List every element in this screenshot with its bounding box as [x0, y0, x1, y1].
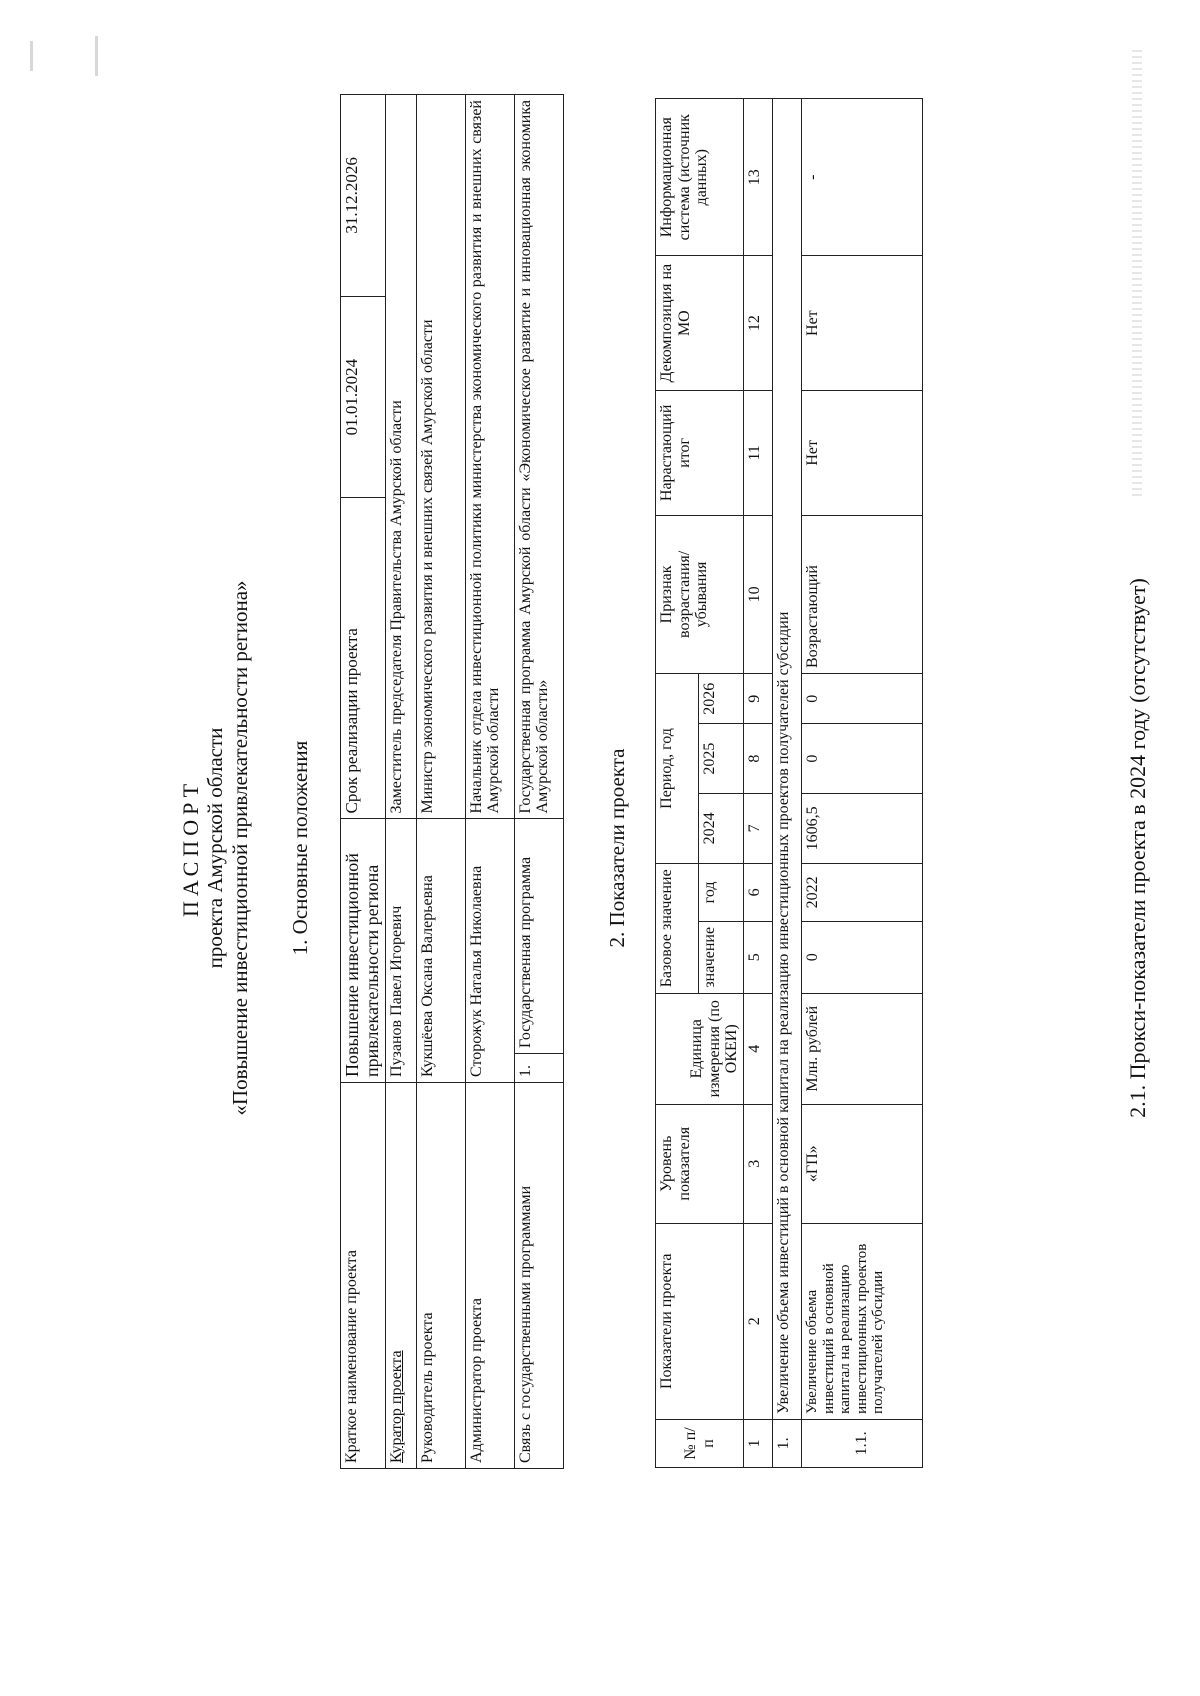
admin-label: Администратор проекта [465, 1083, 514, 1469]
table-header-row [656, 99, 699, 1468]
header-2024: 2024 [699, 793, 744, 863]
project-indicators-table [655, 98, 923, 1468]
head-label: Руководитель проекта [416, 1083, 465, 1469]
row-level: «ГП» [802, 1104, 923, 1223]
column-number: 10 [744, 515, 773, 673]
row-base-year: 2022 [802, 863, 923, 921]
scan-noise [1132, 46, 1142, 496]
row-number: 1.1. [802, 1419, 923, 1467]
main-provisions-table [340, 94, 564, 1469]
curator-name: Пузанов Павел Игоревич [385, 819, 416, 1083]
header-base: Базовое значение [656, 863, 699, 993]
row-2025: 0 [802, 724, 923, 793]
section-1-heading: 1. Основные положения [288, 740, 312, 956]
column-numbers-row [744, 99, 773, 1468]
curator-position: Заместитель председателя Правительства Амурской области [385, 95, 416, 819]
program-link-label: Связь с государственными программами [514, 1083, 563, 1469]
column-number: 6 [744, 863, 773, 921]
scan-noise [30, 41, 33, 71]
column-number: 2 [744, 1223, 773, 1419]
row-cumulative: Нет [802, 390, 923, 515]
header-decomposition: Декомпозиция на МО [656, 256, 744, 390]
header-indicator: Показатели проекта [656, 1223, 744, 1419]
header-num: № п/п [656, 1419, 744, 1467]
column-number: 3 [744, 1104, 773, 1223]
column-number: 7 [744, 793, 773, 863]
admin-position: Начальник отдела инвестиционной политики министерства экономического развития и внешних связей Амурской области [465, 95, 514, 819]
header-2025: 2025 [699, 724, 744, 793]
header-2026: 2026 [699, 673, 744, 724]
header-unit: Единица измерения (по ОКЕИ) [656, 993, 744, 1104]
row-sign: Возрастающий [802, 515, 923, 673]
term-end: 31.12.2026 [341, 95, 386, 297]
project-name: «Повышение инвестиционной привлекательности региона» [228, 580, 252, 1116]
group-title: Увеличение объема инвестиций в основной капитал на реализацию инвестиционных проектов получателей субсидии [773, 99, 802, 1420]
column-number: 8 [744, 724, 773, 793]
column-number: 13 [744, 99, 773, 256]
short-name-label: Краткое наименование проекта [341, 1083, 386, 1469]
group-row [773, 99, 802, 1468]
section-2-heading: 2. Показатели проекта [605, 748, 629, 948]
section-2-1-heading: 2.1. Прокси-показатели проекта в 2024 году (отсутствует) [1125, 578, 1150, 1118]
row-2026: 0 [802, 673, 923, 724]
column-number: 12 [744, 256, 773, 390]
head-position: Министр экономического развития и внешних связей Амурской области [416, 95, 465, 819]
term-label: Срок реализации проекта [341, 498, 386, 819]
document-subtitle: проекта Амурской области [203, 727, 227, 969]
table-row [416, 95, 465, 1469]
column-number: 9 [744, 673, 773, 724]
short-name-value: Повышение инвестиционной привлекательности региона [341, 819, 386, 1083]
column-number: 11 [744, 390, 773, 515]
program-link-type: Государственная программа [514, 819, 563, 1054]
table-row [514, 95, 563, 1469]
row-2024: 1606,5 [802, 793, 923, 863]
group-number: 1. [773, 1419, 802, 1467]
table-row [802, 99, 923, 1468]
column-number: 5 [744, 921, 773, 993]
row-decomposition: Нет [802, 256, 923, 390]
row-unit: Млн. рублей [802, 993, 923, 1104]
scan-noise [95, 36, 98, 76]
column-number: 1 [744, 1419, 773, 1467]
document-title: ПАСПОРТ [178, 778, 203, 918]
table-row [385, 95, 416, 1469]
header-period: Период, год [656, 673, 699, 863]
table-row [341, 95, 386, 1469]
row-base-value: 0 [802, 921, 923, 993]
header-base-value: значение [699, 921, 744, 993]
header-level: Уровень показателя [656, 1104, 744, 1223]
header-sign: Признак возрастания/ убывания [656, 515, 744, 673]
term-start: 01.01.2024 [341, 296, 386, 498]
program-link-number: 1. [514, 1054, 563, 1083]
row-info-system: - [802, 99, 923, 256]
program-link-value: Государственная программа Амурской области «Экономическое развитие и инновационная экономика Амурской области» [514, 95, 563, 819]
column-number: 4 [744, 993, 773, 1104]
header-cumulative: Нарастающий итог [656, 390, 744, 515]
admin-name: Сторожук Наталья Николаевна [465, 819, 514, 1083]
header-base-year: год [699, 863, 744, 921]
row-indicator: Увеличение объема инвестиций в основной капитал на реализацию инвестиционных проектов получателей субсидии [802, 1223, 923, 1419]
head-name: Кукшёева Оксана Валерьевна [416, 819, 465, 1083]
header-info-system: Информационная система (источник данных) [656, 99, 744, 256]
table-row [465, 95, 514, 1469]
curator-label: Куратор проекта [385, 1083, 416, 1469]
